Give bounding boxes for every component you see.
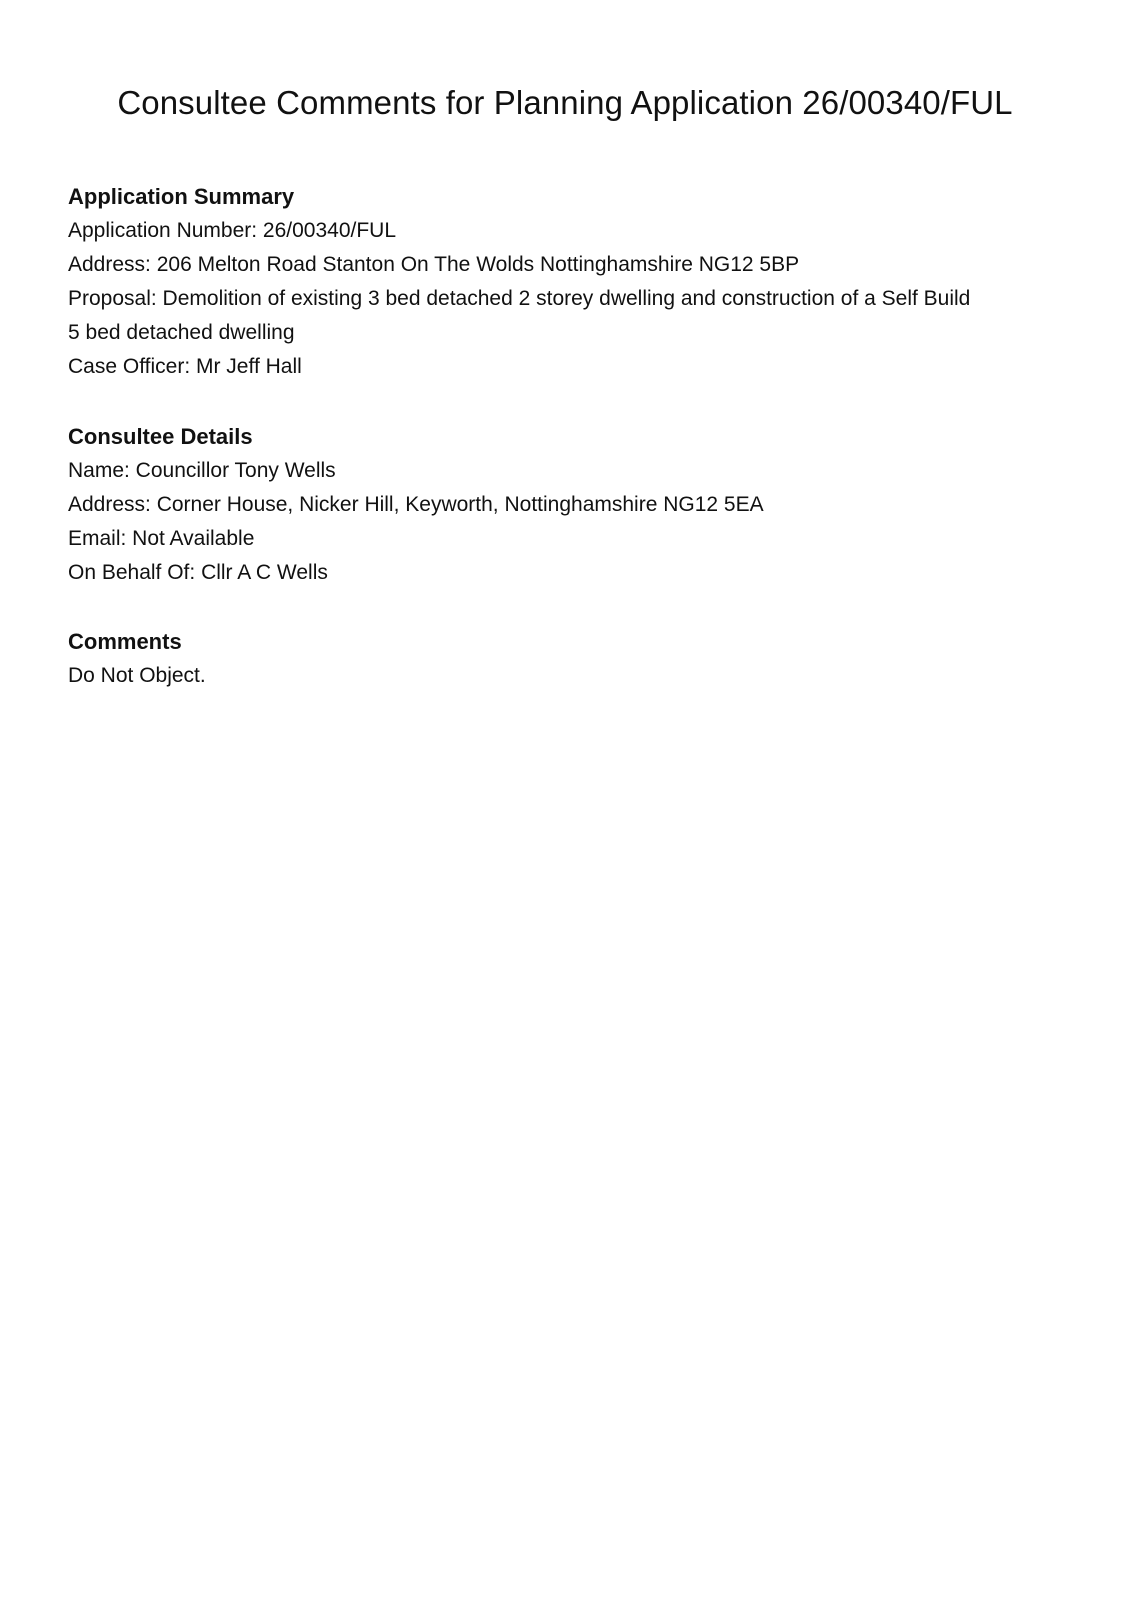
consultee-email: Email: Not Available xyxy=(68,527,255,550)
comments-heading: Comments xyxy=(68,629,182,654)
comments-text: Do Not Object. xyxy=(68,664,206,687)
comments-section xyxy=(68,625,1068,693)
proposal-line-2: 5 bed detached dwelling xyxy=(68,321,295,344)
application-address: Address: 206 Melton Road Stanton On The Wolds Nottinghamshire NG12 5BP xyxy=(68,253,800,276)
consultee-details-section xyxy=(68,420,1068,590)
consultee-on-behalf-of: On Behalf Of: Cllr A C Wells xyxy=(68,561,328,584)
application-summary-section xyxy=(68,180,1068,384)
application-number: Application Number: 26/00340/FUL xyxy=(68,219,397,242)
proposal-line-1: Proposal: Demolition of existing 3 bed detached 2 storey dwelling and construction of a Self Build xyxy=(68,287,971,310)
document-title: Consultee Comments for Planning Application 26/00340/FUL xyxy=(117,84,1013,121)
case-officer: Case Officer: Mr Jeff Hall xyxy=(68,355,302,378)
application-summary-heading: Application Summary xyxy=(68,184,295,209)
consultee-name: Name: Councillor Tony Wells xyxy=(68,459,336,482)
consultee-details-heading: Consultee Details xyxy=(68,424,253,449)
consultee-address: Address: Corner House, Nicker Hill, Keyworth, Nottinghamshire NG12 5EA xyxy=(68,493,764,516)
